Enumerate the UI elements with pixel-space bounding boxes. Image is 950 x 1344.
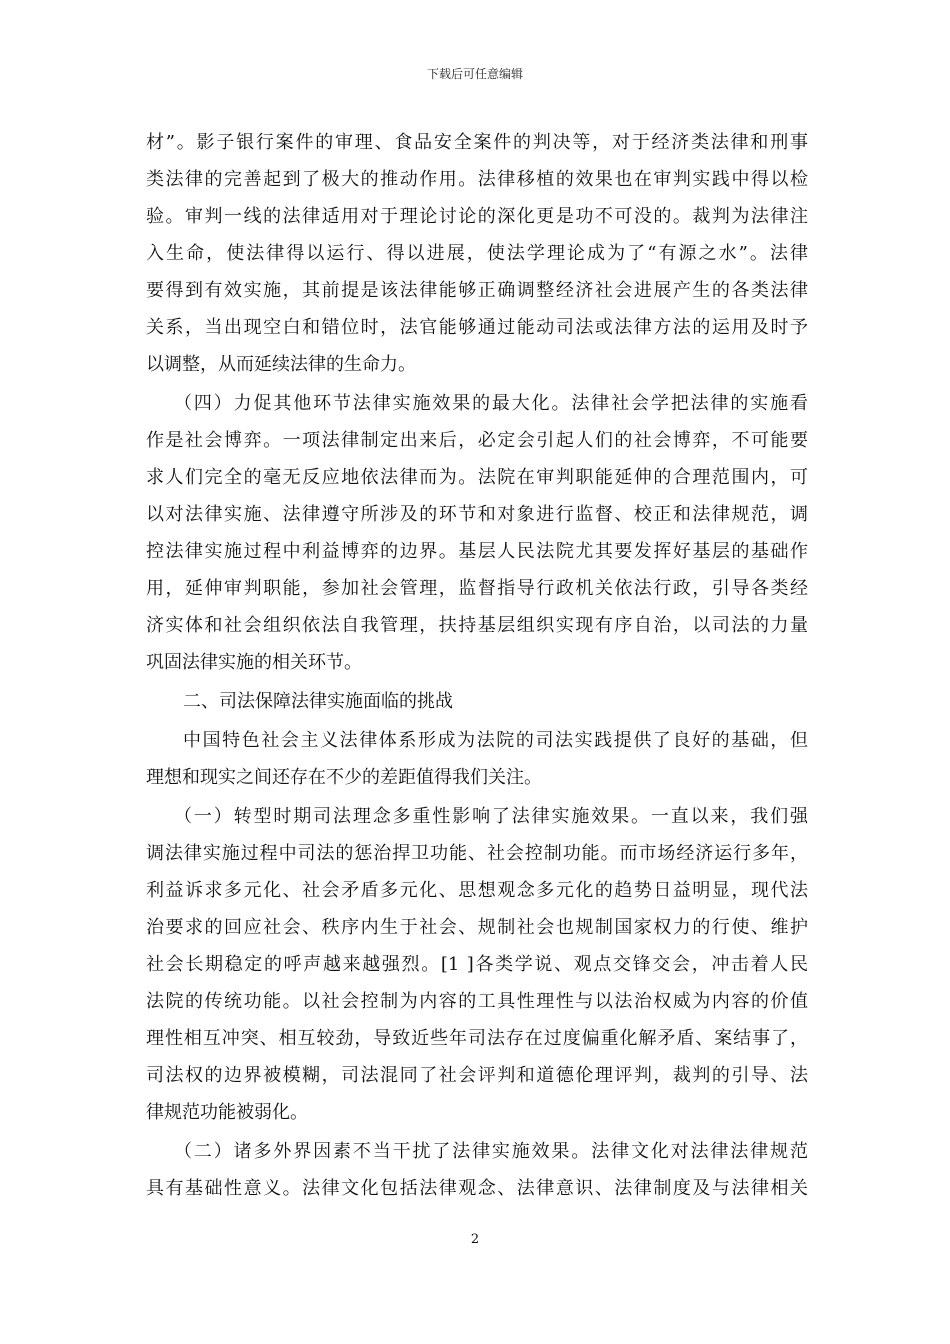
text-line: 求人们完全的毫无反应地依法律而为。法院在审判职能延伸的合理范围内，可	[146, 467, 808, 488]
text-line: 利益诉求多元化、社会矛盾多元化、思想观念多元化的趋势日益明显，现代法	[146, 880, 808, 901]
paragraph	[146, 798, 808, 1131]
paragraph	[146, 385, 808, 681]
text-line: 类法律的完善起到了极大的推动作用。法律移植的效果也在审判实践中得以检	[146, 169, 808, 190]
text-line: （四）力促其他环节法律实施效果的最大化。法律社会学把法律的实施看	[174, 393, 808, 414]
text-line: 中国特色社会主义法律体系形成为法院的司法实践提供了良好的基础，但	[183, 730, 808, 751]
text-line: 具有基础性意义。法律文化包括法律观念、法律意识、法律制度及与法律相关	[146, 1178, 808, 1199]
text-line: 入生命，使法律得以运行、得以进展，使法学理论成为了“有源之水”。法律	[146, 243, 808, 264]
text-line: 治要求的回应社会、秩序内生于社会、规制社会也规制国家权力的行使、维护	[146, 917, 808, 938]
text-line: 律规范功能被弱化。	[146, 1102, 308, 1123]
text-line: 法院的传统功能。以社会控制为内容的工具性理性与以法治权威为内容的价值	[146, 991, 808, 1012]
page-number: 2	[470, 1232, 480, 1247]
text-line: 要得到有效实施，其前提是该法律能够正确调整经济社会进展产生的各类法律	[146, 280, 808, 301]
text-line: 控法律实施过程中利益博弈的边界。基层人民法院尤其要发挥好基层的基础作	[146, 541, 808, 562]
text-line: 以对法律实施、法律遵守所涉及的环节和对象进行监督、校正和法律规范，调	[146, 504, 808, 525]
paragraph	[146, 722, 808, 796]
page-header: 下载后可任意编辑	[426, 67, 523, 81]
text-line: 作是社会博弈。一项法律制定出来后，必定会引起人们的社会博弈，不可能要	[146, 430, 808, 451]
text-line: 理性相互冲突、相互较劲，导致近些年司法存在过度偏重化解矛盾、案结事了，	[146, 1028, 808, 1049]
document-body	[146, 124, 808, 1207]
text-line: （二）诸多外界因素不当干扰了法律实施效果。法律文化对法律法律规范	[174, 1141, 808, 1162]
paragraph	[146, 1133, 808, 1207]
text-line: 验。审判一线的法律适用对于理论讨论的深化更是功不可没的。裁判为法律注	[146, 206, 808, 227]
text-line: 济实体和社会组织依法自我管理，扶持基层组织实现有序自治，以司法的力量	[146, 615, 808, 636]
text-line: 巩固法律实施的相关环节。	[146, 652, 362, 673]
text-line: 关系，当出现空白和错位时，法官能够通过能动司法或法律方法的运用及时予	[146, 317, 808, 338]
paragraph	[146, 124, 808, 383]
text-line: 材”。影子银行案件的审理、食品安全案件的判决等，对于经济类法律和刑事	[146, 132, 808, 153]
text-line: 理想和现实之间还存在不少的差距值得我们关注。	[146, 767, 542, 788]
text-line: 用，延伸审判职能，参加社会管理，监督指导行政机关依法行政，引导各类经	[146, 578, 808, 599]
text-line: 司法权的边界被模糊，司法混同了社会评判和道德伦理评判，裁判的引导、法	[146, 1065, 808, 1086]
text-line: 二、司法保障法律实施面临的挑战	[183, 691, 453, 712]
text-line: （一）转型时期司法理念多重性影响了法律实施效果。一直以来，我们强	[174, 806, 808, 827]
text-line: 调法律实施过程中司法的惩治捍卫功能、社会控制功能。而市场经济运行多年，	[146, 843, 808, 864]
text-line: 社会长期稳定的呼声越来越强烈。[1 ]各类学说、观点交锋交会，冲击着人民	[146, 954, 808, 975]
section-heading	[146, 683, 808, 720]
text-line: 以调整，从而延续法律的生命力。	[146, 354, 416, 375]
